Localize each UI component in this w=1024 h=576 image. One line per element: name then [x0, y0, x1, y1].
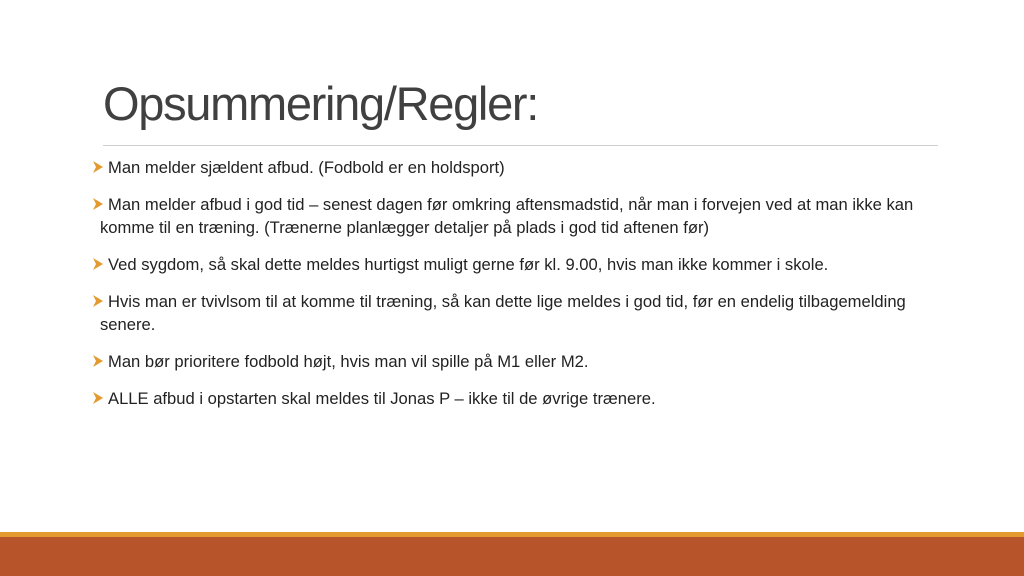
arrowhead-bullet-icon — [92, 197, 104, 211]
bullet-text: Ved sygdom, så skal dette meldes hurtigst muligt gerne før kl. 9.00, hvis man ikke kommer i skole. — [108, 255, 829, 274]
arrowhead-bullet-icon — [92, 257, 104, 271]
arrowhead-bullet-icon — [92, 294, 104, 308]
bullet-item — [90, 193, 940, 239]
bullet-list — [90, 156, 940, 424]
bullet-item — [90, 253, 940, 276]
bullet-item — [90, 290, 940, 336]
bullet-text: Man melder sjældent afbud. (Fodbold er en holdsport) — [108, 158, 505, 177]
title-divider — [103, 145, 938, 146]
arrowhead-bullet-icon — [92, 160, 104, 174]
bullet-item — [90, 156, 940, 179]
footer-bar — [0, 537, 1024, 576]
slide-title: Opsummering/Regler: — [103, 77, 539, 130]
bullet-item — [90, 387, 940, 410]
bullet-text: Hvis man er tvivlsom til at komme til træning, så kan dette lige meldes i god tid, før en endelig tilbagemelding senere. — [100, 292, 906, 334]
bullet-text: Man melder afbud i god tid – senest dagen før omkring aftensmadstid, når man i forvejen ved at man ikke kan komme til en træning. (Trænerne planlægger detaljer på plads i god tid aftenen før) — [100, 195, 914, 237]
arrowhead-bullet-icon — [92, 391, 104, 405]
arrowhead-bullet-icon — [92, 354, 104, 368]
bullet-item — [90, 350, 940, 373]
bullet-text: Man bør prioritere fodbold højt, hvis man vil spille på M1 eller M2. — [108, 352, 589, 371]
bullet-text: ALLE afbud i opstarten skal meldes til Jonas P – ikke til de øvrige trænere. — [108, 389, 656, 408]
